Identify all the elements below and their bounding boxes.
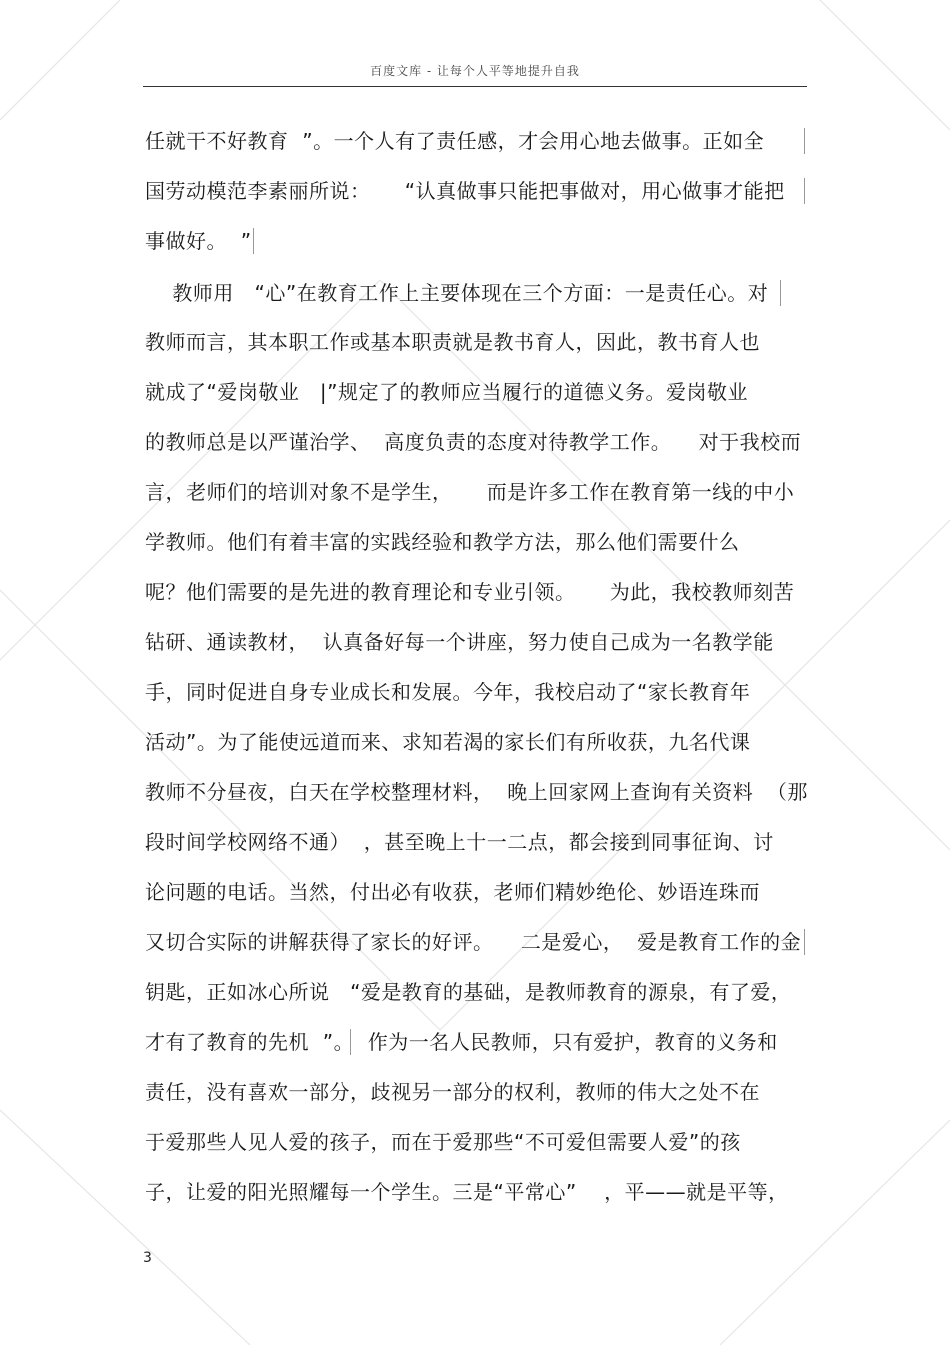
text-frame-marker <box>253 228 254 254</box>
text-frame-marker <box>780 280 781 306</box>
text-line: 钻研、通读教材， 认真备好每一个讲座，努力使自己成为一名教学能 <box>145 630 774 654</box>
text-frame-marker <box>350 1029 351 1055</box>
watermark-line <box>0 0 120 120</box>
text-line: 教师而言，其本职工作或基本职责就是教书育人，因此，教书育人也 <box>145 330 760 354</box>
text-line: 国劳动模范李素丽所说： “认真做事只能把事做对，用心做事才能把 <box>145 179 785 203</box>
page-header: 百度文库 - 让每个人平等地提升自我 <box>370 64 580 78</box>
header-divider <box>143 86 807 87</box>
watermark-line <box>720 1120 950 1345</box>
watermark-line <box>0 590 440 1030</box>
text-line: 钥匙，正如冰心所说 “爱是教育的基础，是教师教育的源泉，有了爱， <box>145 980 792 1004</box>
text-line: 事做好。 ” <box>145 229 252 253</box>
text-line: 呢？他们需要的是先进的教育理论和专业引领。 为此，我校教师刻苦 <box>145 580 795 604</box>
text-line: 于爱那些人见人爱的孩子，而在于爱那些“不可爱但需要人爱”的孩 <box>145 1130 741 1154</box>
text-line: 子，让爱的阳光照耀每一个学生。三是“平常心” ，平——就是平等， <box>145 1180 789 1204</box>
text-line: 又切合实际的讲解获得了家长的好评。 二是爱心， 爱是教育工作的金 <box>145 930 802 954</box>
text-frame-marker <box>804 128 805 154</box>
text-line: 手，同时促进自身专业成长和发展。今年，我校启动了“家长教育年 <box>145 680 751 704</box>
text-line: 任就干不好教育 ”。一个人有了责任感，才会用心地去做事。正如全 <box>145 129 765 153</box>
text-line: 责任，没有喜欢一部分，歧视另一部分的权利，教师的伟大之处不在 <box>145 1080 760 1104</box>
text-line: 的教师总是以严谨治学、 高度负责的态度对待教学工作。 对于我校而 <box>145 430 802 454</box>
text-frame-marker <box>804 178 805 204</box>
watermark-line <box>380 280 950 850</box>
text-line: 学教师。他们有着丰富的实践经验和教学方法，那么他们需要什么 <box>145 530 740 554</box>
text-line: 段时间学校网络不通） ，甚至晚上十一二点，都会接到同事征询、讨 <box>145 830 774 854</box>
text-line: 才有了教育的先机 ”。 作为一名人民教师，只有爱护，教育的义务和 <box>145 1030 778 1054</box>
text-line: 就成了“爱岗敬业 |”规定了的教师应当履行的道德义务。爱岗敬业 <box>145 380 749 404</box>
text-line: 教师不分昼夜，白天在学校整理材料， 晚上回家网上查询有关资料 （那 <box>145 780 808 804</box>
text-frame-marker <box>804 929 805 955</box>
text-line: 活动”。为了能使远道而来、求知若渴的家长们有所收获，九名代课 <box>145 730 751 754</box>
text-line: 教师用 “心”在教育工作上主要体现在三个方面：一是责任心。对 <box>145 281 769 305</box>
text-line: 言，老师们的培训对象不是学生， 而是许多工作在教育第一线的中小 <box>145 480 795 504</box>
page-number: 3 <box>143 1250 152 1266</box>
text-line: 论问题的电话。当然，付出必有收获，老师们精妙绝伦、妙语连珠而 <box>145 880 760 904</box>
